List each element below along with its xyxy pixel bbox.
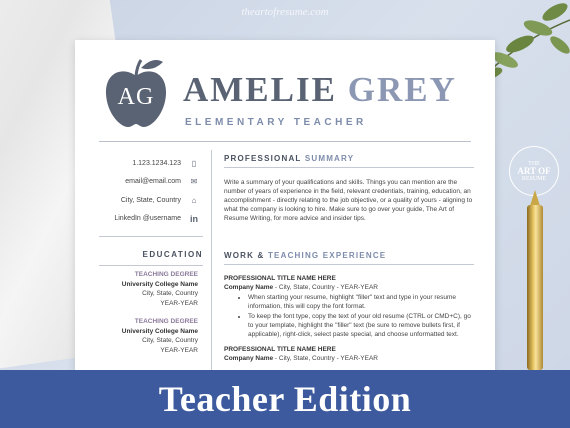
job-bullets: • When starting your resume, highlight "filler" text and type in your resume information, this will copy the font format. • To keep the font type, copy the text of your old resume (CTRL or CMD+C), go to your template, highlight the "filler" text (be sure to remove bullets first, if applicable), right-click, select paste special, and choose unformatted text. [224,293,474,339]
contact-email: email@email.com ✉ [95,173,201,192]
divider [224,264,474,265]
summary-text: Write a summary of your qualifications and skills. Things you can mention are the number of years of experience in the field, relevant credentials, training, education, an accomplishment - directly relating to the job objective, or a quality of yours - aligning to what the company is looking to hire. Make sure to go over your guide, The Art of Resume Writing, for more advice and insider tips. [224,179,473,222]
divider [99,265,203,266]
gold-pen [527,205,543,370]
contact-phone: 1.123.1234.123 ▯ [95,154,201,173]
resume-page [75,40,495,380]
banner-title: Teacher Edition [158,379,412,419]
pen-tip [530,190,540,206]
experience-heading: WORK & TEACHING EXPERIENCE [224,251,387,260]
job-entry: PROFESSIONAL TITLE NAME HERE Company Name - City, State, Country - YEAR-YEAR [224,346,378,362]
divider [99,141,471,142]
candidate-name: AMELIE GREY [183,70,457,109]
home-icon: ⌂ [191,195,197,205]
contact-list [95,154,201,228]
summary-section [224,154,474,223]
divider [99,236,203,237]
job-title: ELEMENTARY TEACHER [185,117,367,128]
edition-banner [0,370,570,428]
art-of-resume-seal: THE ART OF RESUME [509,146,559,196]
contact-address: City, State, Country ⌂ [95,191,201,210]
watermark: theartofresume.com [241,6,329,18]
monogram: AG [117,84,155,110]
phone-icon: ▯ [191,158,197,168]
mail-icon: ✉ [190,177,198,187]
column-divider [211,150,212,380]
divider [224,167,474,168]
linkedin-icon: in [190,213,198,224]
education-item: TEACHING DEGREE University College Name City, State, Country YEAR-YEAR [121,318,198,354]
experience-section [224,251,474,362]
education-heading: EDUCATION [142,250,203,259]
job-entry: PROFESSIONAL TITLE NAME HERE Company Name - City, State, Country - YEAR-YEAR • When starting your resume, highlight "filler" text and type in your resume information, this will copy the font format. • To keep the font type, copy the text of your old resume (CTRL or CMD+C), go to your template, highlight the "filler" text (be sure to remove bullets first, if applicable), right-click, select paste special, and choose unformatted text. [224,275,474,339]
education-item: TEACHING DEGREE University College Name City, State, Country YEAR-YEAR [121,271,198,307]
summary-heading: PROFESSIONAL SUMMARY [224,154,355,163]
contact-linkedin: LinkedIn @username in [95,210,201,229]
